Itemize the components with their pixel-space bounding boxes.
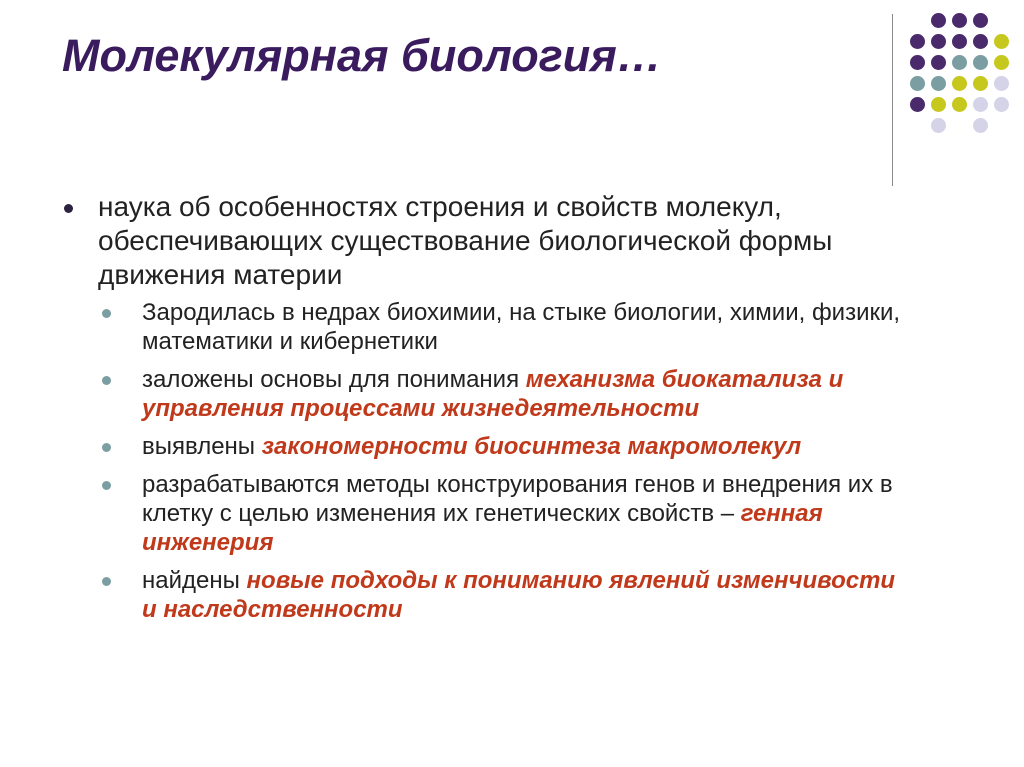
decorative-dot-grid (900, 0, 1024, 180)
decorative-dot (994, 34, 1009, 49)
divider-line (892, 14, 893, 186)
decorative-dot (952, 76, 967, 91)
decorative-dot (931, 13, 946, 28)
sub-bullet-text: найдены (142, 567, 247, 594)
sub-bullet-item (102, 365, 912, 423)
decorative-dot (973, 13, 988, 28)
decorative-dot (994, 97, 1009, 112)
decorative-dot (952, 34, 967, 49)
sub-bullet-item (102, 566, 912, 624)
sub-bullet-highlight: механизма биокатализа и управления процессами жизнедеятельности (142, 366, 844, 422)
bullet-icon (102, 376, 111, 385)
decorative-dot (910, 97, 925, 112)
decorative-dot (973, 34, 988, 49)
decorative-dot (973, 118, 988, 133)
bullet-icon (102, 481, 111, 490)
sub-bullet-text: Зародилась в недрах биохимии, на стыке биологии, химии, физики, математики и кибернетики (142, 299, 901, 355)
decorative-dot (931, 97, 946, 112)
sub-bullet-highlight: закономерности биосинтеза макромолекул (261, 433, 802, 460)
sub-bullet-highlight: генная инженерия (142, 500, 823, 556)
sub-bullet-text: разрабатываются методы конструирования генов и внедрения их в клетку с целью изменения их генетических свойств – (142, 471, 893, 527)
sub-bullet-highlight: новые подходы к пониманию явлений изменчивости и наследственности (142, 567, 896, 623)
decorative-dot (931, 55, 946, 70)
sub-bullet-item (102, 432, 912, 461)
bullet-icon (102, 443, 111, 452)
decorative-dot (973, 76, 988, 91)
bullet-icon (102, 309, 111, 318)
decorative-dot (931, 34, 946, 49)
main-bullet-item (62, 190, 912, 292)
decorative-dot (910, 55, 925, 70)
decorative-dot (952, 13, 967, 28)
slide-body (62, 190, 912, 633)
decorative-dot (931, 118, 946, 133)
decorative-dot (931, 76, 946, 91)
bullet-icon (64, 204, 73, 213)
decorative-dot (973, 55, 988, 70)
decorative-dot (952, 97, 967, 112)
decorative-dot (994, 55, 1009, 70)
decorative-dot (910, 76, 925, 91)
bullet-icon (102, 577, 111, 586)
sub-bullet-item (102, 298, 912, 356)
main-bullet-text: наука об особенностях строения и свойств молекул, обеспечивающих существование биологической формы движения материи (98, 191, 833, 290)
slide-title: Молекулярная биология… (62, 30, 662, 81)
sub-bullet-text: заложены основы для понимания (142, 366, 526, 393)
decorative-dot (994, 76, 1009, 91)
decorative-dot (910, 34, 925, 49)
sub-bullet-item (102, 470, 912, 557)
decorative-dot (952, 55, 967, 70)
decorative-dot (973, 97, 988, 112)
sub-bullet-text: выявлены (142, 433, 262, 460)
